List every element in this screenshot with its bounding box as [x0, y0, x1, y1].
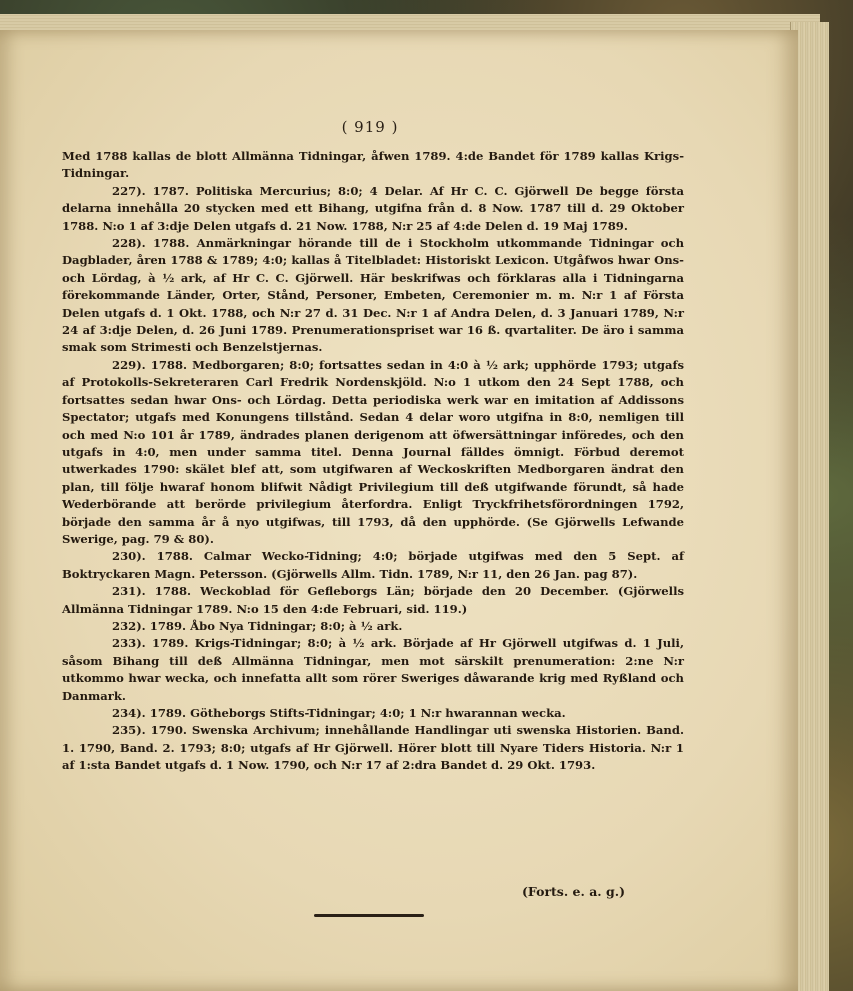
entry-227: 227). 1787. Politiska Mercurius; 8:0; 4 Delar. Af Hr C. C. Gjörwell De begge första delarna innehålla 20 stycken med ett Bihang, utgifna från d. 8 Now. 1787 till d. 29 Oktober 1788. N:o 1 af 3:dje Delen utgafs d. 21 Now. 1788, N:r 25 af 4:de Delen d. 19 Maj 1789. [62, 183, 684, 233]
page-body [62, 148, 684, 775]
entry-235: 235). 1790. Swenska Archivum; innehållande Handlingar uti swenska Historien. Band. 1. 1790, Band. 2. 1793; 8:0; utgafs af Hr Gjörwell. Hörer blott till Nyare Tiders Historia. N:r 1 af 1:sta Bandet utgafs d. 1 Now. 1790, och N:r 17 af 2:dra Bandet d. 29 Okt. 1793. [62, 723, 684, 773]
entry-234: 234). 1789. Götheborgs Stifts-Tidningar; 4:0; 1 N:r hwarannan wecka. [112, 706, 566, 720]
end-rule [314, 914, 424, 917]
entry-233: 233). 1789. Krigs-Tidningar; 8:0; à ½ ark. Började af Hr Gjörwell utgifwas d. 1 Juli, såsom Bihang till deß Allmänna Tidningar, men mot särskilt prenumeration: 2:ne N:r utkommo hwar wecka, och innefatta allt som rörer Sweriges dåwarande krig med Ryßland och Danmark. [62, 636, 684, 703]
entry-232: 232). 1789. Åbo Nya Tidningar; 8:0; à ½ ark. [112, 618, 403, 633]
entry-228: 228). 1788. Anmärkningar hörande till de i Stockholm utkommande Tidningar och Dagblader, åren 1788 & 1789; 4:0; kallas å Titelbladet: Historiskt Lexicon. Utgåfwos hwar Ons- och Lördag, à ½ ark, af Hr C. C. Gjörwell. Här beskrifwas och förklaras alla i Tidningarna förekommande Länder, Orter, Stånd, Personer, Embeten, Ceremonier m. m. N:r 1 af Första Delen utgafs d. 1 Okt. 1788, och N:r 27 d. 31 Dec. N:r 1 af Andra Delen, d. 3 Januari 1789, N:r 24 af 3:dje Delen, d. 26 Juni 1789. Prenumerationspriset war 16 ß. qvartaliter. De äro i samma smak som Strimesti och Benzelstjernas. [62, 236, 684, 355]
entry-231: 231). 1788. Weckoblad för Gefleborgs Län; började den 20 December. (Gjörwells Allmänna Tidningar 1789. N:o 15 den 4:de Februari, sid. 119.) [62, 584, 684, 616]
entry-230: 230). 1788. Calmar Wecko-Tidning; 4:0; började utgifwas med den 5 Sept. af Boktryckaren Magn. Petersson. (Gjörwells Allm. Tidn. 1789, N:r 11, den 26 Jan. pag 87). [62, 549, 684, 581]
page-number: ( 919 ) [341, 118, 399, 136]
entry-229: 229). 1788. Medborgaren; 8:0; fortsattes sedan in 4:0 à ½ ark; upphörde 1793; utgafs af Protokolls-Sekreteraren Carl Fredrik Nordenskjöld. N:o 1 utkom den 24 Sept 1788, och fortsattes sedan hwar Ons- och Lördag. Detta periodiska werk war en imitation af Addissons Spectator; utgafs med Konungens tillstånd. Sedan 4 delar woro utgifna in 8:0, nemligen till och med N:o 101 år 1789, ändrades planen derigenom att öfwersättningar införedes, och den utgafs in 4:0, men under samma titel. Denna Journal fälldes ömnigt. Förbud deremot utwerkades 1790: skälet blef att, som utgifwaren af Weckoskriften Medborgaren ändrat den plan, till följe hwaraf honom blifwit Nådigt Privilegium till deß utgifwande förundt, så hade Wederbörande att berörde privilegium återfordra. Enligt Tryckfrihetsförordningen 1792, började den samma år å nyo utgifwas, till 1793, då den upphörde. (Se Gjörwells Lefwande Swerige, pag. 79 & 80). [62, 357, 684, 546]
continuation-note: (Forts. e. a. g.) [522, 884, 626, 899]
paragraph-continued: Med 1788 kallas de blott Allmänna Tidningar, åfwen 1789. 4:de Bandet för 1789 kallas Krigs-Tidningar. [62, 149, 684, 181]
